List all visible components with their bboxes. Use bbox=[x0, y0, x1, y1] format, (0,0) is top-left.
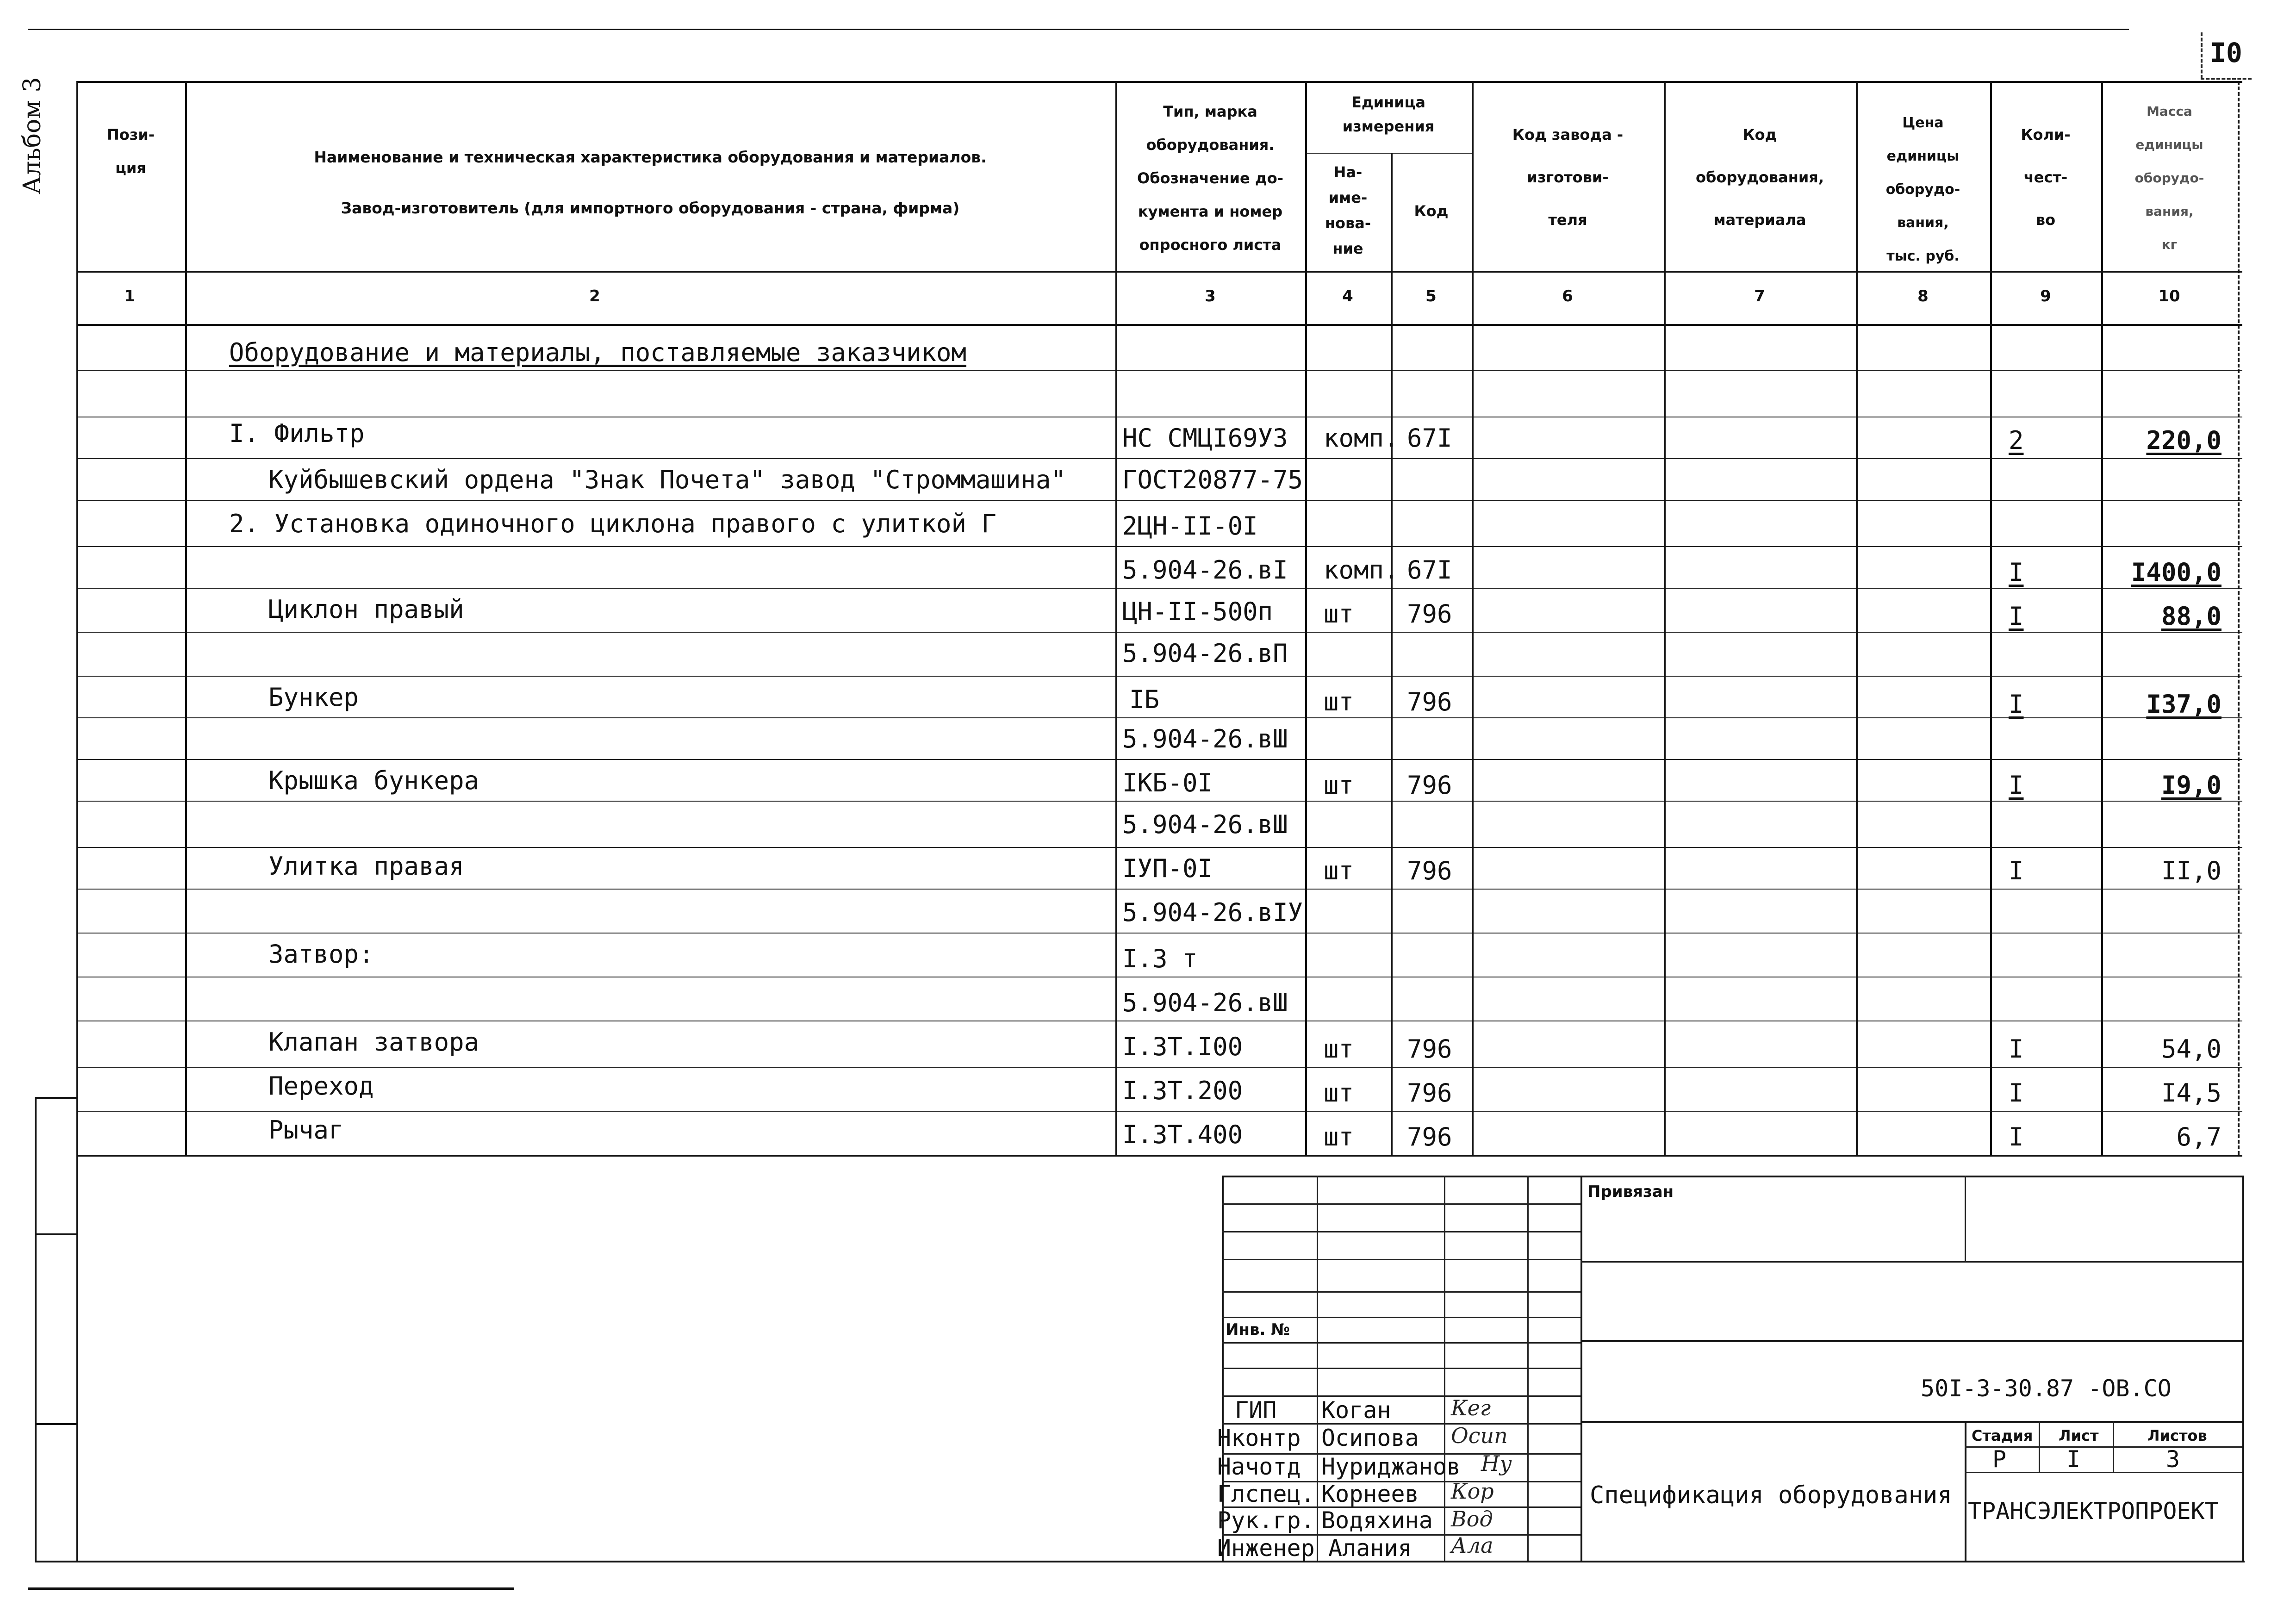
row-mass: I4,5 bbox=[2161, 1078, 2221, 1108]
row-type: 5.904-26.вIУ bbox=[1122, 898, 1303, 927]
signer-name: Алания bbox=[1328, 1535, 1412, 1562]
column-number: 8 bbox=[1917, 287, 1929, 305]
row-type: IКБ-0I bbox=[1122, 768, 1213, 797]
sheet-label: Лист bbox=[2059, 1427, 2099, 1444]
row-type: 5.904-26.вП bbox=[1122, 639, 1288, 668]
document-title: Спецификация оборудования bbox=[1590, 1481, 1952, 1509]
column-number: 3 bbox=[1205, 287, 1216, 305]
row-mass: 54,0 bbox=[2161, 1034, 2221, 1064]
row-qty: I bbox=[2009, 771, 2024, 800]
row-name: Рычаг bbox=[268, 1115, 344, 1145]
column-number: 4 bbox=[1342, 287, 1353, 305]
row-name: Бункер bbox=[268, 683, 359, 712]
row-name: I. Фильтр bbox=[229, 419, 365, 448]
role-label: ГИП bbox=[1235, 1397, 1277, 1424]
row-code: 796 bbox=[1407, 687, 1452, 716]
album-label: Альбом 3 bbox=[19, 77, 46, 194]
unit-group-header: Единица измерения bbox=[1342, 93, 1435, 135]
column-number: 10 bbox=[2158, 287, 2180, 305]
col5-header: Код bbox=[1414, 202, 1449, 220]
sheets-label: Листов bbox=[2147, 1427, 2207, 1444]
row-type: 2ЦН-II-0I bbox=[1122, 511, 1258, 541]
signer-name: Осипова bbox=[1321, 1425, 1419, 1451]
role-label: Начотд bbox=[1217, 1453, 1301, 1480]
row-type: I.3Т.200 bbox=[1122, 1076, 1243, 1105]
row-unit: шт bbox=[1324, 856, 1354, 885]
signer-name: Коган bbox=[1321, 1397, 1391, 1424]
row-type: IБ bbox=[1129, 685, 1160, 714]
role-label: Нконтр bbox=[1217, 1425, 1301, 1451]
col10-header: Масса единицы оборудо- вания, кг bbox=[2134, 104, 2204, 252]
row-mass: I37,0 bbox=[2146, 690, 2221, 719]
row-code: 796 bbox=[1407, 1078, 1452, 1108]
row-type: ГОСТ20877-75 bbox=[1122, 465, 1303, 494]
row-name: Клапан затвора bbox=[268, 1027, 479, 1057]
col7-header: Код оборудования, материала bbox=[1696, 126, 1824, 229]
signature: Кор bbox=[1451, 1479, 1494, 1504]
row-type: 5.904-26.вI bbox=[1122, 555, 1288, 585]
signature: Ну bbox=[1481, 1451, 1512, 1476]
row-code: 67I bbox=[1407, 555, 1452, 585]
row-unit: комп. bbox=[1324, 555, 1399, 585]
sheets-value: 3 bbox=[2166, 1446, 2180, 1473]
signer-name: Нуриджанов bbox=[1321, 1453, 1461, 1480]
row-type: НС СМЦI69УЗ bbox=[1122, 423, 1288, 453]
col2-header: Наименование и техническая характеристика оборудования и материалов. Завод-изготовитель (для импортного оборудования - страна, фирма) bbox=[314, 148, 987, 217]
row-type: 5.904-26.вШ bbox=[1122, 724, 1288, 753]
row-qty: I bbox=[2009, 1034, 2024, 1064]
row-qty: I bbox=[2009, 690, 2024, 719]
row-code: 796 bbox=[1407, 771, 1452, 800]
section-title: Оборудование и материалы, поставляемые заказчиком bbox=[229, 338, 967, 367]
row-unit: шт bbox=[1324, 687, 1354, 716]
col3-header: Тип, марка оборудования. Обозначение до- кумента и номер опросного листа bbox=[1137, 103, 1283, 254]
bound-label: Привязан bbox=[1587, 1183, 1674, 1201]
row-unit: шт bbox=[1324, 771, 1354, 800]
row-name: Улитка правая bbox=[268, 852, 464, 881]
row-mass: 6,7 bbox=[2176, 1122, 2221, 1151]
row-unit: комп. bbox=[1324, 423, 1399, 453]
row-code: 796 bbox=[1407, 599, 1452, 629]
row-name: Переход bbox=[268, 1071, 374, 1101]
signature: Вод bbox=[1451, 1506, 1493, 1531]
row-code: 796 bbox=[1407, 856, 1452, 885]
row-type: I.3Т.I00 bbox=[1122, 1032, 1243, 1061]
column-number: 2 bbox=[589, 287, 600, 305]
row-qty: I bbox=[2009, 602, 2024, 631]
row-qty: I bbox=[2009, 558, 2024, 587]
row-type: I.3 т bbox=[1122, 944, 1198, 973]
role-label: Инженер bbox=[1217, 1535, 1315, 1562]
row-type: 5.904-26.вШ bbox=[1122, 810, 1288, 839]
organization: ТРАНСЭЛЕКТРОПРОЕКТ bbox=[1968, 1498, 2219, 1525]
row-code: 67I bbox=[1407, 423, 1452, 453]
row-mass: I9,0 bbox=[2161, 771, 2221, 800]
col4-header: На- име- нова- ние bbox=[1325, 163, 1371, 257]
row-qty: I bbox=[2009, 1078, 2024, 1108]
row-unit: шт bbox=[1324, 1078, 1354, 1108]
row-code: 796 bbox=[1407, 1034, 1452, 1064]
row-type: IУП-0I bbox=[1122, 854, 1213, 883]
row-name: 2. Установка одиночного циклона правого с улиткой Г bbox=[229, 509, 997, 538]
role-label: Глспец. bbox=[1217, 1481, 1315, 1507]
column-number: 6 bbox=[1562, 287, 1573, 305]
row-mass: I400,0 bbox=[2131, 558, 2221, 587]
inv-label: Инв. № bbox=[1226, 1320, 1290, 1339]
signature: Кег bbox=[1451, 1395, 1491, 1420]
row-qty: 2 bbox=[2009, 426, 2024, 455]
stage-label: Стадия bbox=[1972, 1427, 2033, 1444]
stage-value: Р bbox=[1992, 1446, 2007, 1473]
signature: Осип bbox=[1451, 1423, 1508, 1448]
row-type: I.3Т.400 bbox=[1122, 1120, 1243, 1149]
column-number: 5 bbox=[1425, 287, 1437, 305]
col6-header: Код завода - изготови- теля bbox=[1512, 126, 1624, 229]
row-name: Крышка бункера bbox=[268, 766, 479, 795]
row-type: ЦН-II-500п bbox=[1122, 597, 1273, 626]
col1-header: Пози- ция bbox=[106, 126, 155, 177]
row-mass: 88,0 bbox=[2161, 602, 2221, 631]
row-name: Циклон правый bbox=[268, 595, 464, 624]
col8-header: Цена единицы оборудо- вания, тыс. руб. bbox=[1885, 115, 1960, 264]
row-unit: шт bbox=[1324, 1122, 1354, 1151]
role-label: Рук.гр. bbox=[1217, 1507, 1315, 1534]
row-unit: шт bbox=[1324, 1034, 1354, 1064]
document-code: 50I-3-30.87 -ОВ.СО bbox=[1921, 1375, 2172, 1402]
row-qty: I bbox=[2009, 1122, 2024, 1151]
column-number: 7 bbox=[1754, 287, 1765, 305]
page-number: I0 bbox=[2210, 37, 2242, 68]
column-number: 1 bbox=[124, 287, 135, 305]
row-qty: I bbox=[2009, 856, 2024, 885]
row-mass: II,0 bbox=[2161, 856, 2221, 885]
row-type: 5.904-26.вШ bbox=[1122, 988, 1288, 1017]
row-code: 796 bbox=[1407, 1122, 1452, 1151]
row-name: Затвор: bbox=[268, 940, 374, 969]
row-unit: шт bbox=[1324, 599, 1354, 629]
column-number: 9 bbox=[2040, 287, 2051, 305]
row-mass: 220,0 bbox=[2146, 426, 2221, 455]
sheet-value: I bbox=[2066, 1446, 2081, 1473]
signer-name: Корнеев bbox=[1321, 1481, 1419, 1507]
row-name: Куйбышевский ордена "Знак Почета" завод "Строммашина" bbox=[268, 465, 1066, 494]
signature: Ала bbox=[1451, 1533, 1493, 1558]
signer-name: Водяхина bbox=[1321, 1507, 1433, 1534]
col9-header: Коли- чест- во bbox=[2021, 126, 2071, 229]
